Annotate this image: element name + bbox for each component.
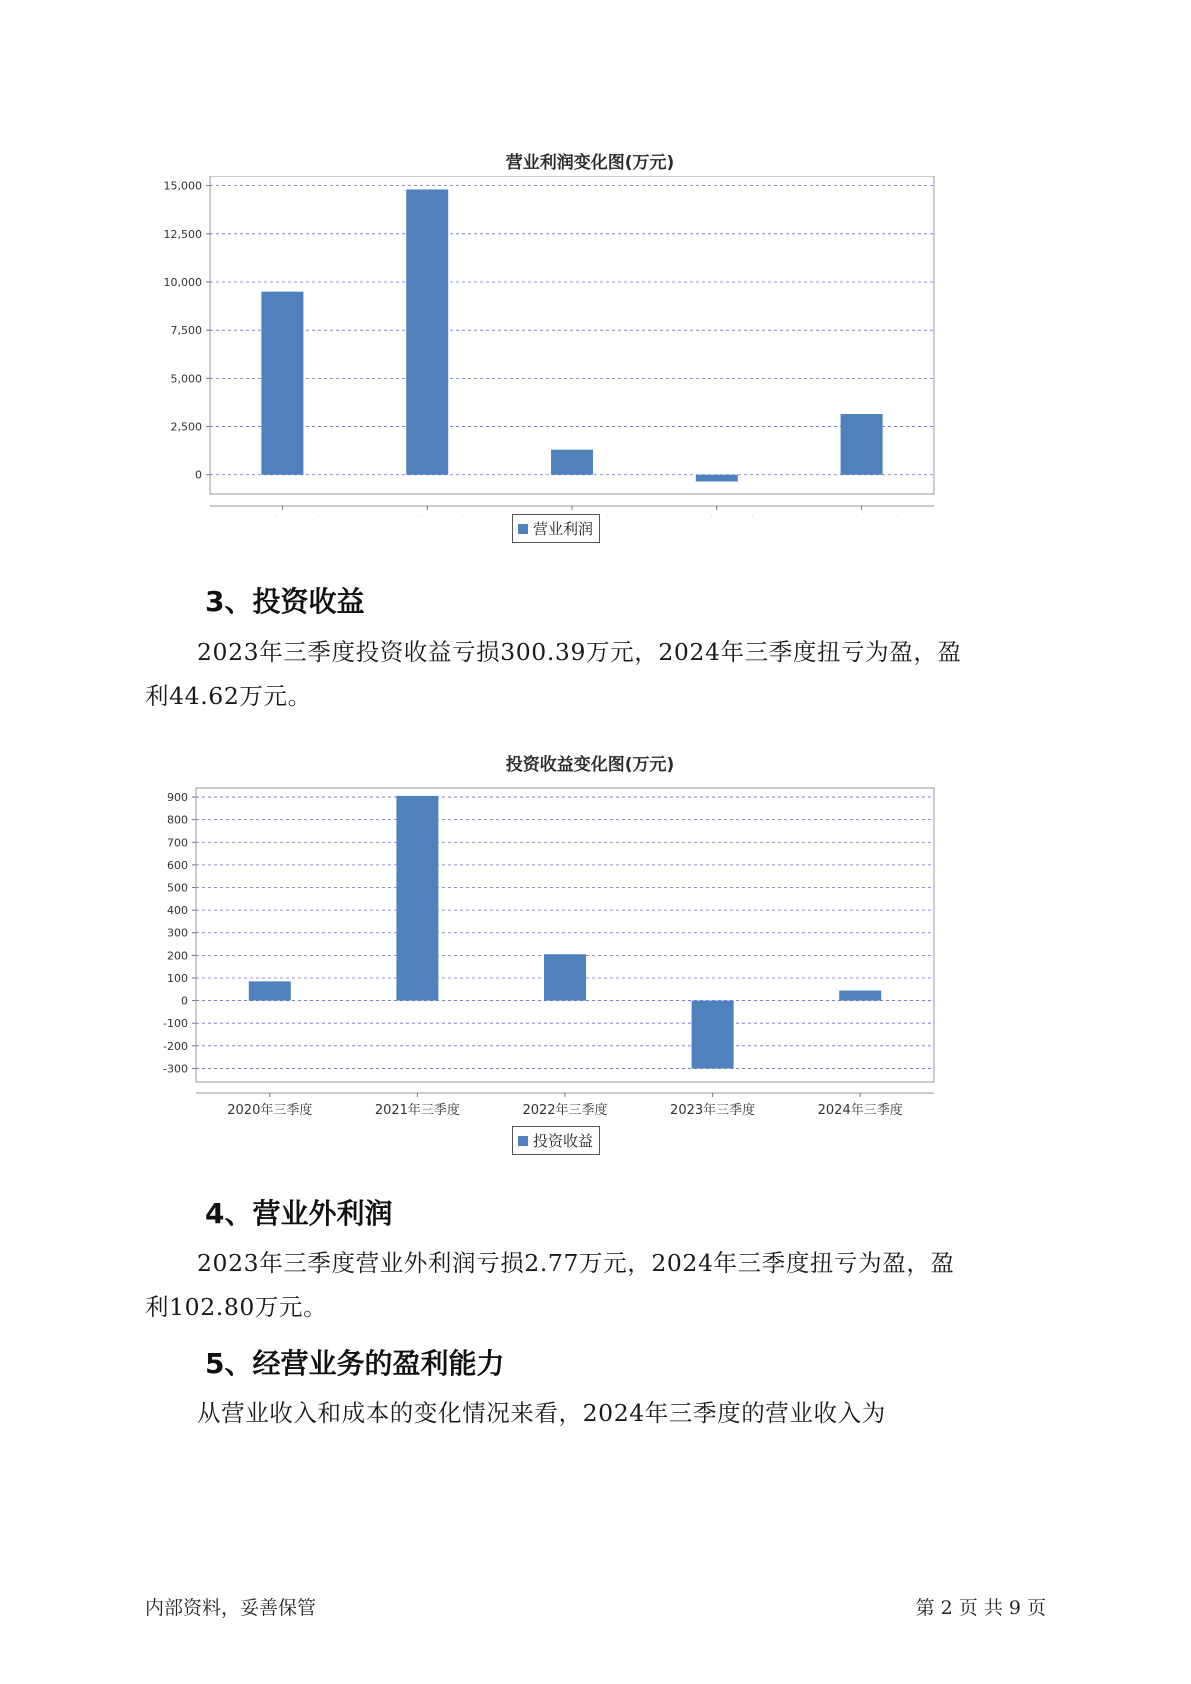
- chart-legend: [512, 1126, 600, 1155]
- y-tick-label: -300: [163, 1062, 188, 1076]
- y-tick-label: 700: [167, 836, 188, 850]
- paragraph-line: 利44.62万元。: [145, 682, 312, 710]
- chart-title: 投资收益变化图(万元): [505, 755, 675, 775]
- plot-area: [210, 176, 934, 494]
- y-tick-label: 12,500: [163, 227, 202, 241]
- chart-plot: [150, 778, 1030, 1128]
- operating-profit-chart: [150, 148, 1030, 548]
- y-tick-label: 300: [167, 926, 188, 940]
- paragraph-non-operating: [145, 1241, 1045, 1329]
- paragraph-line: 2023年三季度投资收益亏损300.39万元，2024年三季度扭亏为盈，盈: [197, 638, 962, 666]
- y-tick-label: 2,500: [170, 420, 202, 434]
- bar: [696, 475, 738, 482]
- bar: [249, 981, 291, 1000]
- bar: [841, 414, 883, 475]
- bar: [396, 796, 438, 1001]
- y-tick-label: 500: [167, 881, 188, 895]
- y-tick-label: 200: [167, 949, 188, 963]
- legend-label: 投资收益: [533, 1132, 594, 1150]
- x-tick-label: [819, 515, 904, 516]
- footer-confidential-note: 内部资料，妥善保管: [145, 1597, 317, 1619]
- paragraph-line: 2023年三季度营业外利润亏损2.77万元，2024年三季度扭亏为盈，盈: [197, 1249, 955, 1277]
- y-tick-label: 100: [167, 971, 188, 985]
- x-tick-label: [674, 515, 759, 516]
- legend-swatch: [518, 524, 528, 534]
- legend-label: 营业利润: [533, 520, 594, 538]
- x-tick-label: [240, 515, 325, 516]
- x-tick-label: 2021年三季度: [374, 1103, 460, 1118]
- y-tick-label: -100: [163, 1017, 188, 1031]
- y-tick-label: 0: [195, 468, 202, 482]
- bar: [551, 450, 593, 475]
- paragraph-investment: [145, 630, 1045, 718]
- y-tick-label: 7,500: [170, 324, 202, 338]
- x-tick-label: 2022年三季度: [522, 1103, 608, 1118]
- y-tick-label: 10,000: [163, 276, 202, 289]
- y-tick-label: 900: [167, 791, 188, 805]
- bar: [544, 954, 586, 1000]
- section-heading-non-operating: 4、营业外利润: [205, 1197, 393, 1230]
- bar: [692, 1001, 734, 1069]
- y-tick-label: 5,000: [170, 372, 202, 386]
- bar: [406, 189, 448, 474]
- section-heading-investment: 3、投资收益: [205, 585, 365, 618]
- y-tick-label: 0: [181, 994, 188, 1008]
- section-heading-profitability: 5、经营业务的盈利能力: [205, 1347, 505, 1380]
- y-tick-label: 15,000: [163, 179, 202, 193]
- bar: [261, 292, 303, 475]
- legend-swatch: [518, 1136, 528, 1146]
- bar: [839, 990, 881, 1000]
- chart-legend: [512, 514, 600, 543]
- x-tick-label: 2023年三季度: [670, 1103, 756, 1118]
- y-tick-label: 600: [167, 858, 188, 872]
- chart-plot: [150, 176, 1030, 516]
- x-tick-label: [385, 515, 470, 516]
- investment-income-chart: [150, 750, 1030, 1160]
- x-tick-label: 2024年三季度: [817, 1103, 903, 1118]
- y-tick-label: 800: [167, 813, 188, 827]
- plot-area: [196, 788, 934, 1082]
- y-tick-label: 400: [167, 904, 188, 918]
- x-tick-label: 2020年三季度: [227, 1103, 313, 1118]
- footer-page-number: 第 2 页 共 9 页: [915, 1597, 1046, 1619]
- chart-title: 营业利润变化图(万元): [505, 153, 675, 173]
- paragraph-line: 从营业收入和成本的变化情况来看，2024年三季度的营业收入为: [197, 1399, 886, 1427]
- paragraph-profitability: [145, 1391, 1045, 1435]
- y-tick-label: -200: [163, 1039, 188, 1053]
- paragraph-line: 利102.80万元。: [145, 1293, 328, 1321]
